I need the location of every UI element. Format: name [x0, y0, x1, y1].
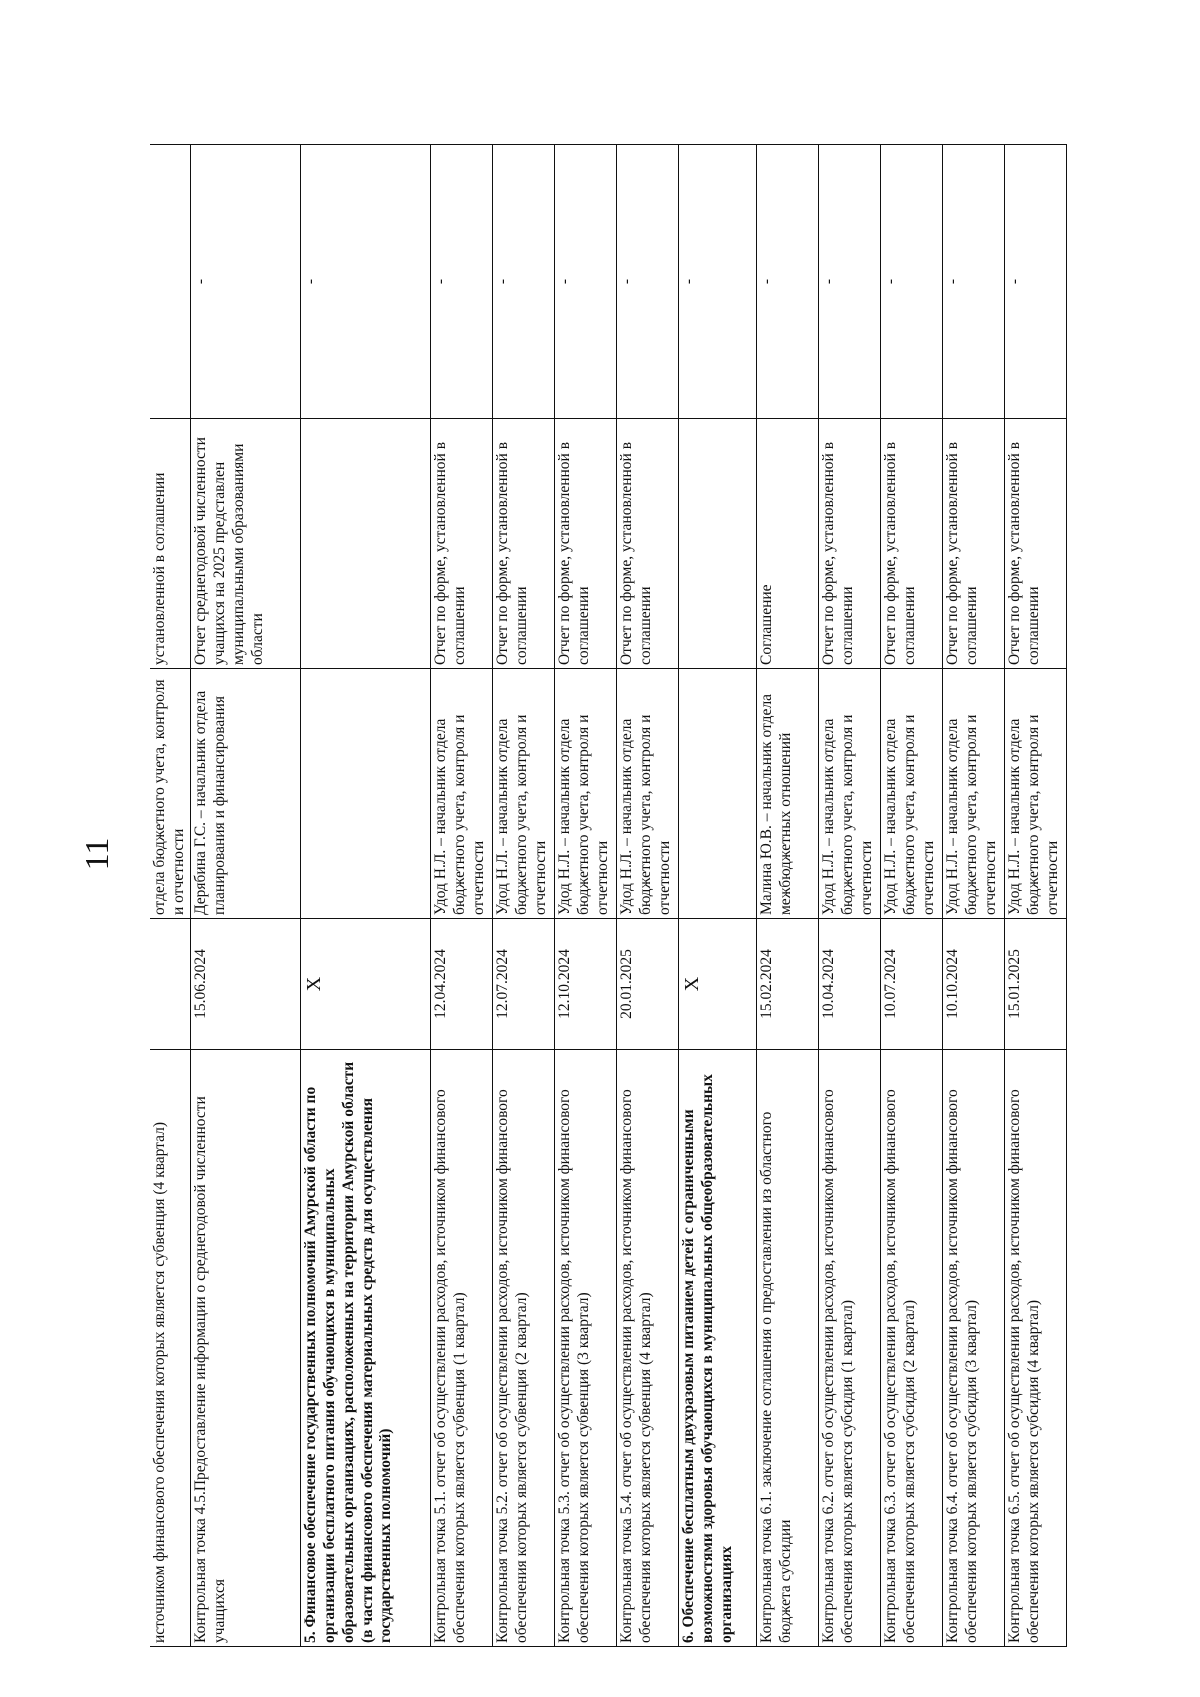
document-cell: Отчет по форме, установленной в соглашении — [880, 419, 942, 669]
control-points-table — [150, 144, 1067, 1647]
info-cell: - — [616, 145, 678, 419]
table-row — [554, 145, 616, 1647]
event-name-cell — [616, 1050, 678, 1647]
event-name: источником финансового обеспечения которых является субвенция (4 квартал) — [151, 1121, 168, 1643]
event-name-cell — [942, 1050, 1004, 1647]
deadline-cell: 10.10.2024 — [942, 919, 1004, 1050]
responsible-cell — [300, 669, 430, 919]
deadline-cell: X — [678, 919, 756, 1050]
document-cell: Отчет по форме, установленной в соглашении — [430, 419, 492, 669]
event-name: Контрольная точка 5.2. отчет об осуществлении расходов, источником финансового обеспечения которых является субвенция (2 квартал) — [493, 1089, 530, 1643]
table-row — [190, 145, 300, 1647]
deadline-cell: 15.01.2025 — [1004, 919, 1066, 1050]
document-cell: Отчет по форме, установленной в соглашении — [818, 419, 880, 669]
info-cell: - — [678, 145, 756, 419]
deadline-cell: 20.01.2025 — [616, 919, 678, 1050]
deadline-cell — [150, 919, 190, 1050]
info-cell: - — [818, 145, 880, 419]
info-cell — [150, 145, 190, 419]
table-row — [942, 145, 1004, 1647]
document-cell: Отчет по форме, установленной в соглашении — [554, 419, 616, 669]
deadline-cell: 10.07.2024 — [880, 919, 942, 1050]
page-number: 11 — [79, 837, 116, 871]
event-name-cell — [756, 1050, 818, 1647]
event-name: Контрольная точка 6.1. заключение соглашения о предоставлении из областного бюджета субсидии — [757, 1111, 794, 1643]
event-name-cell — [492, 1050, 554, 1647]
event-name-cell — [880, 1050, 942, 1647]
table-row — [430, 145, 492, 1647]
event-name-cell — [818, 1050, 880, 1647]
responsible-cell: Удод Н.Л. – начальник отдела бюджетного учета, контроля и отчетности — [1004, 669, 1066, 919]
event-name: Контрольная точка 5.1. отчет об осуществлении расходов, источником финансового обеспечения которых является субвенция (1 квартал) — [431, 1089, 468, 1643]
info-cell: - — [492, 145, 554, 419]
table-row — [818, 145, 880, 1647]
document-cell — [678, 419, 756, 669]
event-name: Контрольная точка 6.2. отчет об осуществлении расходов, источником финансового обеспечения которых является субсидия (1 квартал) — [819, 1089, 856, 1643]
document-cell: Соглашение — [756, 419, 818, 669]
responsible-cell: Удод Н.Л. – начальник отдела бюджетного учета, контроля и отчетности — [818, 669, 880, 919]
responsible-cell: Удод Н.Л. – начальник отдела бюджетного учета, контроля и отчетности — [880, 669, 942, 919]
deadline-cell: 12.04.2024 — [430, 919, 492, 1050]
section-heading-cell — [678, 1050, 756, 1647]
table-row — [1004, 145, 1066, 1647]
info-cell: - — [190, 145, 300, 419]
document-cell: Отчет по форме, установленной в соглашении — [1004, 419, 1066, 669]
info-cell: - — [430, 145, 492, 419]
event-name-cell — [1004, 1050, 1066, 1647]
event-name-cell — [190, 1050, 300, 1647]
document-cell: Отчет по форме, установленной в соглашении — [616, 419, 678, 669]
event-name: Контрольная точка 5.4. отчет об осуществлении расходов, источником финансового обеспечения которых является субвенция (4 квартал) — [617, 1089, 654, 1643]
document-cell: установленной в соглашении — [150, 419, 190, 669]
responsible-cell — [678, 669, 756, 919]
responsible-cell: Малина Ю.В. – начальник отдела межбюджетных отношений — [756, 669, 818, 919]
deadline-cell: 12.07.2024 — [492, 919, 554, 1050]
section-heading-cell — [300, 1050, 430, 1647]
event-name-cell — [554, 1050, 616, 1647]
info-cell: - — [756, 145, 818, 419]
rotated-table-wrapper — [150, 145, 1061, 1647]
deadline-cell: 15.02.2024 — [756, 919, 818, 1050]
info-cell: - — [880, 145, 942, 419]
document-cell: Отчет по форме, установленной в соглашении — [492, 419, 554, 669]
deadline-cell: 10.04.2024 — [818, 919, 880, 1050]
responsible-cell: Удод Н.Л. – начальник отдела бюджетного учета, контроля и отчетности — [616, 669, 678, 919]
responsible-cell: отдела бюджетного учета, контроля и отчетности — [150, 669, 190, 919]
info-cell: - — [942, 145, 1004, 419]
deadline-cell: X — [300, 919, 430, 1050]
section-heading: 5. Финансовое обеспечение государственных полномочий Амурской области по организации бесплатного питания обучающихся в муниципальных образовательных организациях, расположенных на территории Амурской области (в части финансового обеспечения материальных средств для осуществления государственных полномочий) — [301, 1061, 395, 1643]
deadline-cell: 12.10.2024 — [554, 919, 616, 1050]
deadline-cell: 15.06.2024 — [190, 919, 300, 1050]
event-name: Контрольная точка 5.3. отчет об осуществлении расходов, источником финансового обеспечения которых является субвенция (3 квартал) — [555, 1089, 592, 1643]
table-row — [756, 145, 818, 1647]
responsible-cell: Удод Н.Л. – начальник отдела бюджетного учета, контроля и отчетности — [942, 669, 1004, 919]
info-cell: - — [554, 145, 616, 419]
responsible-cell: Удод Н.Л. – начальник отдела бюджетного учета, контроля и отчетности — [492, 669, 554, 919]
event-name: Контрольная точка 4.5.Предоставление информации о среднегодовой численности учащихся — [191, 1096, 228, 1643]
event-name-cell — [150, 1050, 190, 1647]
table-row — [150, 145, 190, 1647]
table-row — [678, 145, 756, 1647]
document-cell: Отчет среднегодовой численности учащихся на 2025 представлен муниципальными образованиями области — [190, 419, 300, 669]
section-heading: 6. Обеспечение бесплатным двухразовым питанием детей с ограниченными возможностями здоровья обучающихся в муниципальных общеобразовательных организациях — [679, 1074, 735, 1643]
responsible-cell: Дерябина Г.С. – начальник отдела планирования и финансирования — [190, 669, 300, 919]
event-name: Контрольная точка 6.5. отчет об осуществлении расходов, источником финансового обеспечения которых является субсидия (4 квартал) — [1005, 1089, 1042, 1643]
event-name-cell — [430, 1050, 492, 1647]
responsible-cell: Удод Н.Л. – начальник отдела бюджетного учета, контроля и отчетности — [554, 669, 616, 919]
table-row — [880, 145, 942, 1647]
table-row — [616, 145, 678, 1647]
responsible-cell: Удод Н.Л. – начальник отдела бюджетного учета, контроля и отчетности — [430, 669, 492, 919]
table-row — [300, 145, 430, 1647]
info-cell: - — [1004, 145, 1066, 419]
table-row — [492, 145, 554, 1647]
document-cell: Отчет по форме, установленной в соглашении — [942, 419, 1004, 669]
event-name: Контрольная точка 6.3. отчет об осуществлении расходов, источником финансового обеспечения которых является субсидия (2 квартал) — [881, 1089, 918, 1643]
event-name: Контрольная точка 6.4. отчет об осуществлении расходов, источником финансового обеспечения которых является субсидия (3 квартал) — [943, 1089, 980, 1643]
info-cell: - — [300, 145, 430, 419]
document-cell — [300, 419, 430, 669]
